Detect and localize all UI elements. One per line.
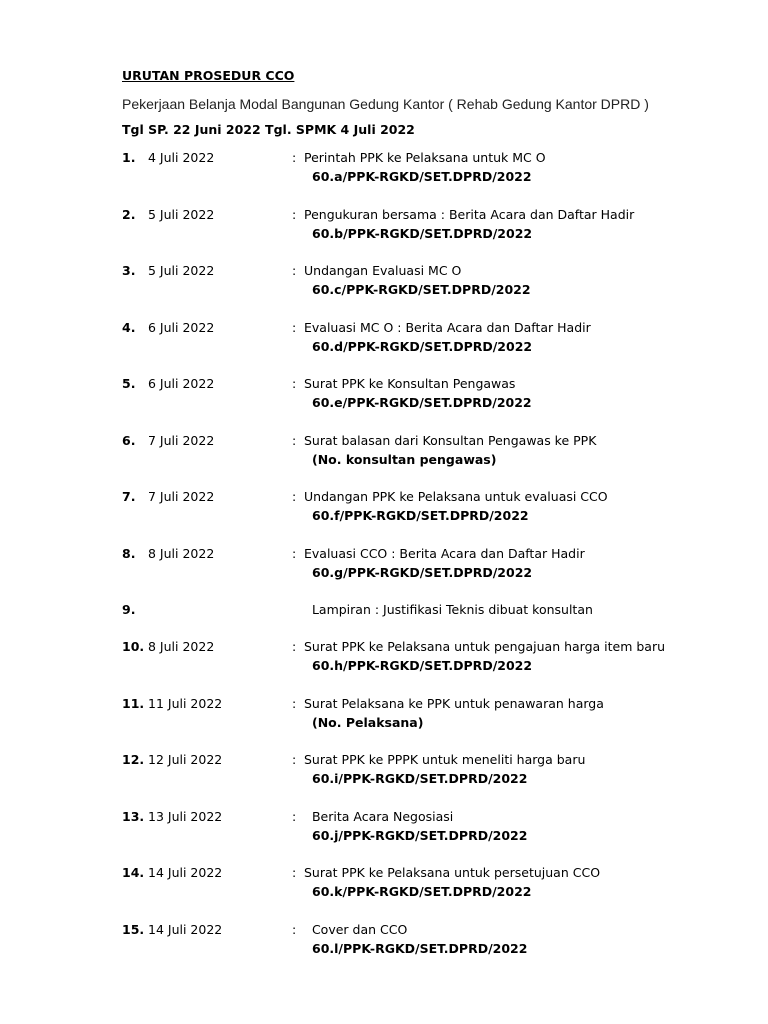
list-item xyxy=(0,429,768,486)
item-number: 6. xyxy=(122,432,136,448)
list-item xyxy=(0,861,768,918)
item-description: Surat Pelaksana ke PPK untuk penawaran harga xyxy=(304,695,604,711)
item-colon: : xyxy=(292,319,297,335)
item-date: 12 Juli 2022 xyxy=(148,752,223,767)
list-item xyxy=(0,542,768,599)
item-description: Perintah PPK ke Pelaksana untuk MC O xyxy=(304,150,546,165)
item-date: 6 Juli 2022 xyxy=(148,319,215,335)
item-date: 13 Juli 2022 xyxy=(148,808,223,824)
list-item xyxy=(0,485,768,542)
item-number: 13. xyxy=(122,808,145,824)
item-number: 12. xyxy=(122,752,145,767)
item-description: Surat PPK ke Pelaksana untuk pengajuan harga item baru xyxy=(304,639,666,654)
item-reference: 60.b/PPK-RGKD/SET.DPRD/2022 xyxy=(312,225,533,241)
item-reference: 60.d/PPK-RGKD/SET.DPRD/2022 xyxy=(312,338,533,354)
list-item xyxy=(0,316,768,373)
item-reference: 60.j/PPK-RGKD/SET.DPRD/2022 xyxy=(312,827,528,843)
document-subtitle: Pekerjaan Belanja Modal Bangunan Gedung Kantor ( Rehab Gedung Kantor DPRD ) xyxy=(122,96,649,112)
item-colon: : xyxy=(292,206,297,222)
item-colon: : xyxy=(292,865,297,880)
item-reference: 60.f/PPK-RGKD/SET.DPRD/2022 xyxy=(312,508,529,523)
list-item xyxy=(0,372,768,429)
item-reference: 60.h/PPK-RGKD/SET.DPRD/2022 xyxy=(312,658,533,673)
item-number: 11. xyxy=(122,695,145,711)
item-description: Surat balasan dari Konsultan Pengawas ke PPK xyxy=(304,432,597,448)
item-colon: : xyxy=(292,639,297,654)
item-number: 14. xyxy=(122,865,145,880)
item-colon: : xyxy=(292,695,297,711)
item-reference: (No. konsultan pengawas) xyxy=(312,451,497,467)
list-item xyxy=(0,918,768,975)
procedure-list xyxy=(0,146,768,974)
list-item xyxy=(0,805,768,862)
item-date: 4 Juli 2022 xyxy=(148,150,215,165)
item-number: 10. xyxy=(122,639,145,654)
item-date: 8 Juli 2022 xyxy=(148,545,215,561)
item-description: Evaluasi CCO : Berita Acara dan Daftar Hadir xyxy=(304,545,585,561)
list-item xyxy=(0,692,768,749)
item-description: Surat PPK ke Konsultan Pengawas xyxy=(304,376,516,391)
item-description: Surat PPK ke Pelaksana untuk persetujuan CCO xyxy=(304,865,601,880)
item-date: 7 Juli 2022 xyxy=(148,489,215,504)
contract-dates: Tgl SP. 22 Juni 2022 Tgl. SPMK 4 Juli 2022 xyxy=(122,122,415,137)
item-colon: : xyxy=(292,489,297,504)
item-reference: 60.a/PPK-RGKD/SET.DPRD/2022 xyxy=(312,169,532,184)
list-item xyxy=(0,598,768,635)
item-description: Cover dan CCO xyxy=(304,921,408,937)
item-reference: 60.k/PPK-RGKD/SET.DPRD/2022 xyxy=(312,884,532,899)
list-item xyxy=(0,259,768,316)
item-reference: 60.e/PPK-RGKD/SET.DPRD/2022 xyxy=(312,395,532,410)
item-number: 5. xyxy=(122,376,136,391)
item-colon: : xyxy=(292,263,297,278)
item-number: 4. xyxy=(122,319,136,335)
item-colon: : xyxy=(292,376,297,391)
item-colon: : xyxy=(292,752,297,767)
item-colon: : xyxy=(292,921,297,937)
item-reference: 60.g/PPK-RGKD/SET.DPRD/2022 xyxy=(312,564,533,580)
item-colon: : xyxy=(292,808,297,824)
item-number: 7. xyxy=(122,489,136,504)
item-description: Undangan Evaluasi MC O xyxy=(304,263,462,278)
item-number: 9. xyxy=(122,602,136,617)
item-number: 3. xyxy=(122,263,136,278)
item-colon: : xyxy=(292,545,297,561)
list-item xyxy=(0,748,768,805)
item-date: 11 Juli 2022 xyxy=(148,695,223,711)
item-description: Surat PPK ke PPPK untuk meneliti harga baru xyxy=(304,752,586,767)
item-date: 14 Juli 2022 xyxy=(148,865,223,880)
list-item xyxy=(0,203,768,260)
item-reference: 60.l/PPK-RGKD/SET.DPRD/2022 xyxy=(312,940,528,956)
item-number: 15. xyxy=(122,921,145,937)
item-date: 6 Juli 2022 xyxy=(148,376,215,391)
item-description: Pengukuran bersama : Berita Acara dan Daftar Hadir xyxy=(304,206,635,222)
item-date: 5 Juli 2022 xyxy=(148,263,215,278)
item-reference: (No. Pelaksana) xyxy=(312,714,424,730)
item-date: 8 Juli 2022 xyxy=(148,639,215,654)
item-description: Lampiran : Justifikasi Teknis dibuat konsultan xyxy=(304,602,593,617)
item-number: 1. xyxy=(122,150,136,165)
item-reference: 60.i/PPK-RGKD/SET.DPRD/2022 xyxy=(312,771,528,786)
list-item xyxy=(0,635,768,692)
item-date: 5 Juli 2022 xyxy=(148,206,215,222)
item-description: Evaluasi MC O : Berita Acara dan Daftar Hadir xyxy=(304,319,591,335)
item-number: 8. xyxy=(122,545,136,561)
item-number: 2. xyxy=(122,206,136,222)
item-reference: 60.c/PPK-RGKD/SET.DPRD/2022 xyxy=(312,282,531,297)
item-description: Berita Acara Negosiasi xyxy=(304,808,454,824)
item-date: 7 Juli 2022 xyxy=(148,432,215,448)
item-description: Undangan PPK ke Pelaksana untuk evaluasi CCO xyxy=(304,489,608,504)
list-item xyxy=(0,146,768,203)
document-title: URUTAN PROSEDUR CCO xyxy=(122,68,295,83)
item-colon: : xyxy=(292,432,297,448)
item-colon: : xyxy=(292,150,297,165)
item-date: 14 Juli 2022 xyxy=(148,921,223,937)
